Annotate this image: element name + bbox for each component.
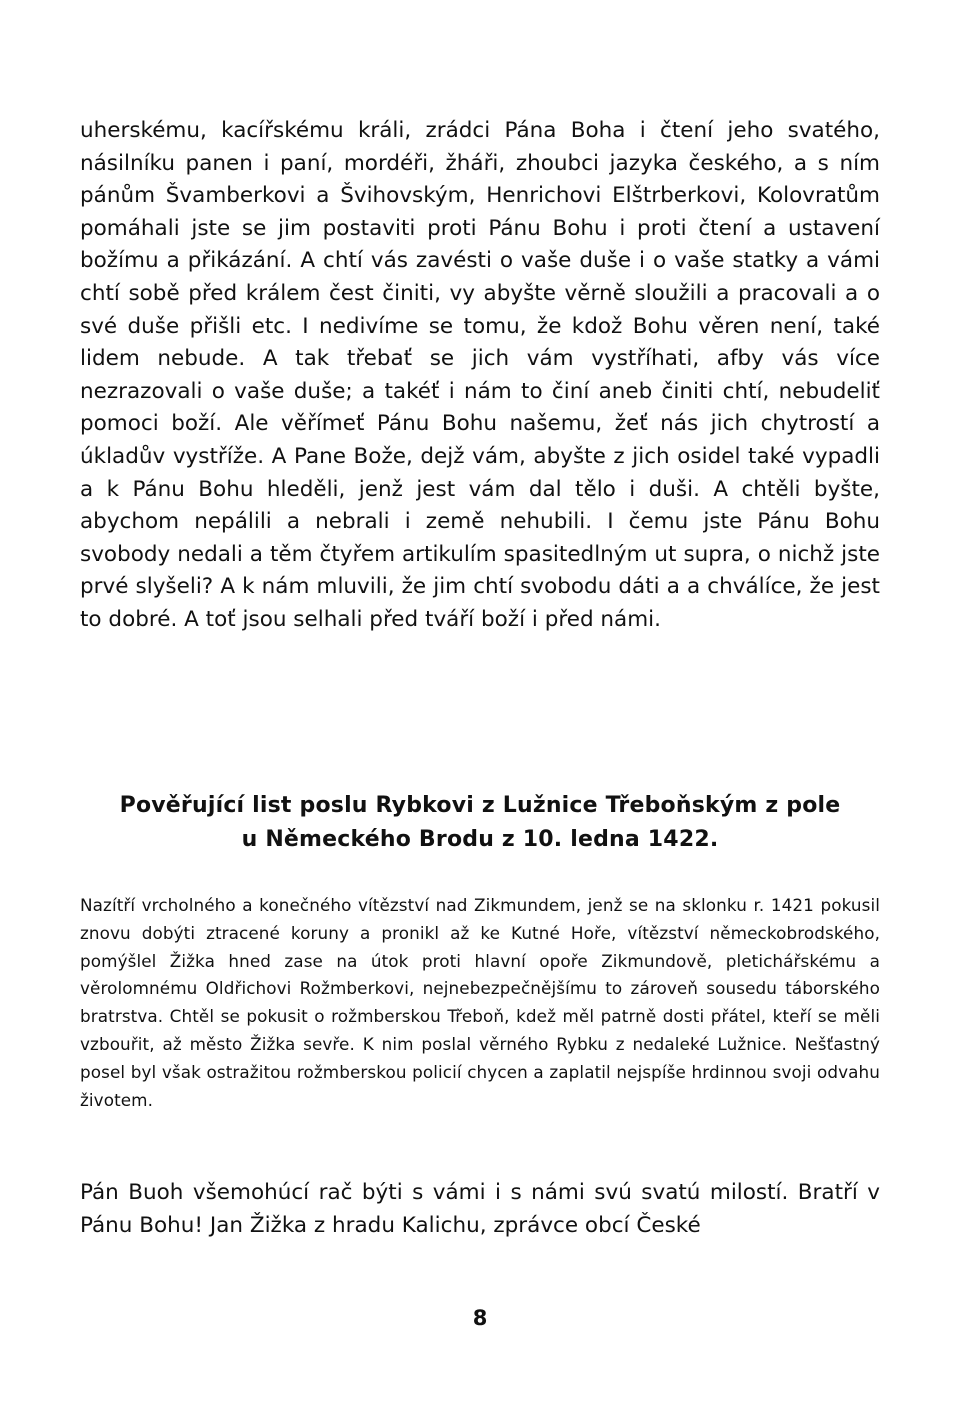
letter-paragraph: Pán Buoh všemohúcí rač býti s vámi i s námi svú svatú milostí. Bratří v Pánu Bohu! Jan Žižka z hradu Kalichu, zprávce obcí České (80, 1180, 880, 1238)
section-heading (80, 789, 880, 857)
section-heading-line-2: u Německého Brodu z 10. ledna 1422. (241, 827, 719, 852)
page-number: 8 (472, 1306, 488, 1330)
intro-paragraph: Nazítří vrcholného a konečného vítězství nad Zikmundem, jenž se na sklonku r. 1421 pokusil znovu dobýti ztracené koruny a pronikl až ke Kutné Hoře, vítězství německobrodského, pomýšlel Žižka hned zase na útok proti hlavní opoře Zikmundově, pletichářskému a věrolomnému Oldřichovi Rožmberkovi, nejnebezpečnějšímu to zároveň sousedu táborského bratrstva. Chtěl se pokusit o rožmberskou Třeboň, kdež měl patrně dosti přátel, kteří se měli vzbouřit, až město Žižka sevře. K nim poslal věrného Rybku z nedaleké Lužnice. Nešťastný posel byl však ostražitou rožmberskou policií chycen a zaplatil nejspíše hrdinnou svoji odvahu životem. (80, 895, 880, 1110)
main-paragraph: uherskému, kacířskému králi, zrádci Pána Boha i čtení jeho svatého, násilníku panen i paní, mordéři, žháři, zhoubci jazyka českého, a s ním pánům Švamberkovi a Švihovským, Henrichovi Elštrberkovi, Kolovratům pomáhali jste se jim postaviti proti Pánu Bohu i proti čtení a ustavení božímu a přikázání. A chtí vás zavésti o vaše duše i o vaše statky a vámi chtí sobě před králem čest činiti, vy abyšte věrně sloužili a pracovali a o své duše přišli etc. I nedivíme se tomu, že kdož Bohu věren není, také lidem nebude. A tak třebať se jich vám vystříhati, afby vás více nezrazovali o vaše duše; a takéť i nám to činí aneb činiti chtí, nebudeliť pomoci boží. Ale věřímeť Pánu Bohu našemu, žeť nás jich chytrostí a úkladův vystříže. A Pane Bože, dejž vám, abyšte z jich osidel také vypadli a k Pánu Bohu hleděli, jenž jest vám dal tělo i duši. A chtěli byšte, abychom nepálili a nebrali i země nehubili. I čemu jste Pánu Bohu svobody nedali a těm čtyřem artikulím spasitedlným ut supra, o nichž jste prvé slyšeli? A k nám mluvili, že jim chtí svobodu dáti a a chválíce, že jest to dobré. A toť jsou selhali před tváří boží i před námi. (80, 118, 880, 632)
section-heading-line-1: Pověřující list poslu Rybkovi z Lužnice Třeboňským z pole (119, 793, 841, 818)
